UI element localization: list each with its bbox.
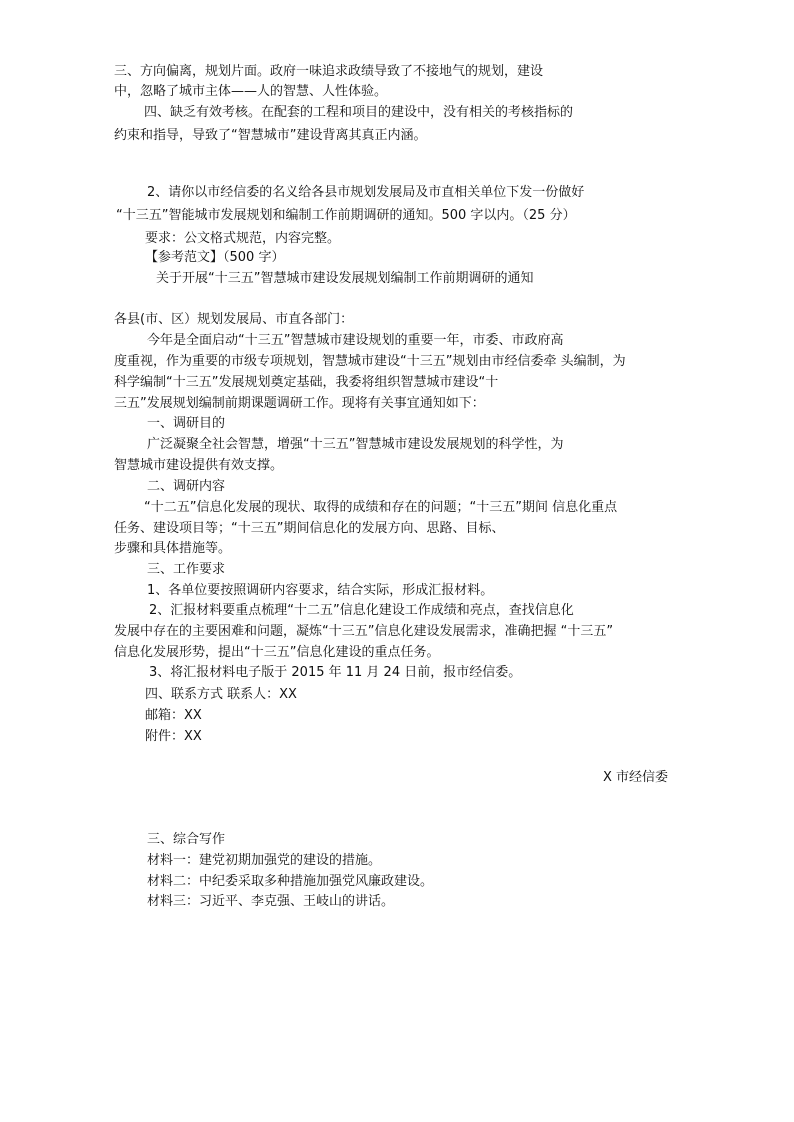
- requirement-2-line2: 发展中存在的主要困难和问题，凝炼“十三五”信息化建设发展需求，准确把握 “十三五”: [114, 624, 614, 639]
- notice-intro-line1: 今年是全面启动“十三五”智慧城市建设规划的重要一年，市委、市政府高: [147, 333, 564, 348]
- heading-contact: 四、联系方式 联系人：XX: [145, 687, 297, 702]
- issue-four-line1: 四、缺乏有效考核。在配套的工程和项目的建设中，没有相关的考核指标的: [144, 105, 574, 120]
- notice-recipients: 各县(市、区）规划发展局、市直各部门：: [114, 312, 354, 327]
- notice-title: 关于开展“十三五”智慧城市建设发展规划编制工作前期调研的通知: [156, 271, 534, 286]
- notice-intro-line2: 度重视，作为重要的市级专项规划，智慧城市建设“十三五”规划由市经信委牵 头编制，为: [114, 354, 626, 369]
- requirement-2-line3: 信息化发展形势，提出“十三五”信息化建设的重点任务。: [114, 645, 440, 660]
- contact-email: 邮箱：XX: [145, 708, 202, 723]
- content-line2: 任务、建设项目等；“十三五”期间信息化的发展方向、思路、目标、: [114, 521, 505, 536]
- material-2: 材料二：中纪委采取多种措施加强党风廉政建设。: [147, 874, 434, 889]
- requirement-1: 1、各单位要按照调研内容要求，结合实际，形成汇报材料。: [147, 583, 494, 598]
- requirement-2-line1: 2、汇报材料要重点梳理“十二五”信息化建设工作成绩和亮点，查找信息化: [149, 603, 574, 618]
- contact-attachment: 附件：XX: [145, 729, 202, 744]
- material-1: 材料一：建党初期加强党的建设的措施。: [147, 853, 382, 868]
- notice-signature: X 市经信委: [603, 770, 669, 785]
- question2-line1: 2、请你以市经信委的名义给各县市规划发展局及市直相关单位下发一份做好: [147, 185, 585, 200]
- issue-three-line1: 三、方向偏离，规划片面。政府一味追求政绩导致了不接地气的规划，建设: [114, 64, 544, 79]
- heading-requirements: 三、工作要求: [147, 562, 226, 577]
- heading-content: 二、调研内容: [147, 479, 226, 494]
- notice-intro-line4: 三五”发展规划编制前期课题调研工作。现将有关事宜通知如下：: [114, 396, 485, 411]
- question2-line2: “十三五”智能城市发展规划和编制工作前期调研的通知。500 字以内。（25 分）: [116, 208, 576, 223]
- purpose-line2: 智慧城市建设提供有效支撑。: [114, 458, 284, 473]
- material-3: 材料三：习近平、李克强、王岐山的讲话。: [147, 894, 395, 909]
- reference-label: 【参考范文】（500 字）: [145, 250, 285, 265]
- notice-intro-line3: 科学编制“十三五”发展规划奠定基础，我委将组织智慧城市建设“十: [114, 375, 499, 390]
- heading-purpose: 一、调研目的: [147, 416, 226, 431]
- content-line1: “十二五”信息化发展的现状、取得的成绩和存在的问题；“十三五”期间 信息化重点: [144, 500, 618, 515]
- section3-heading: 三、综合写作: [147, 832, 226, 847]
- requirement-3: 3、将汇报材料电子版于 2015 年 11 月 24 日前，报市经信委。: [149, 665, 522, 680]
- issue-four-line2: 约束和指导，导致了“智慧城市”建设背离其真正内涵。: [114, 128, 427, 143]
- question2-requirement: 要求：公文格式规范，内容完整。: [145, 231, 341, 246]
- content-line3: 步骤和具体措施等。: [114, 541, 232, 556]
- purpose-line1: 广泛凝聚全社会智慧，增强“十三五”智慧城市建设发展规划的科学性，为: [147, 437, 564, 452]
- issue-three-line2: 中，忽略了城市主体——人的智慧、人性体验。: [114, 84, 388, 99]
